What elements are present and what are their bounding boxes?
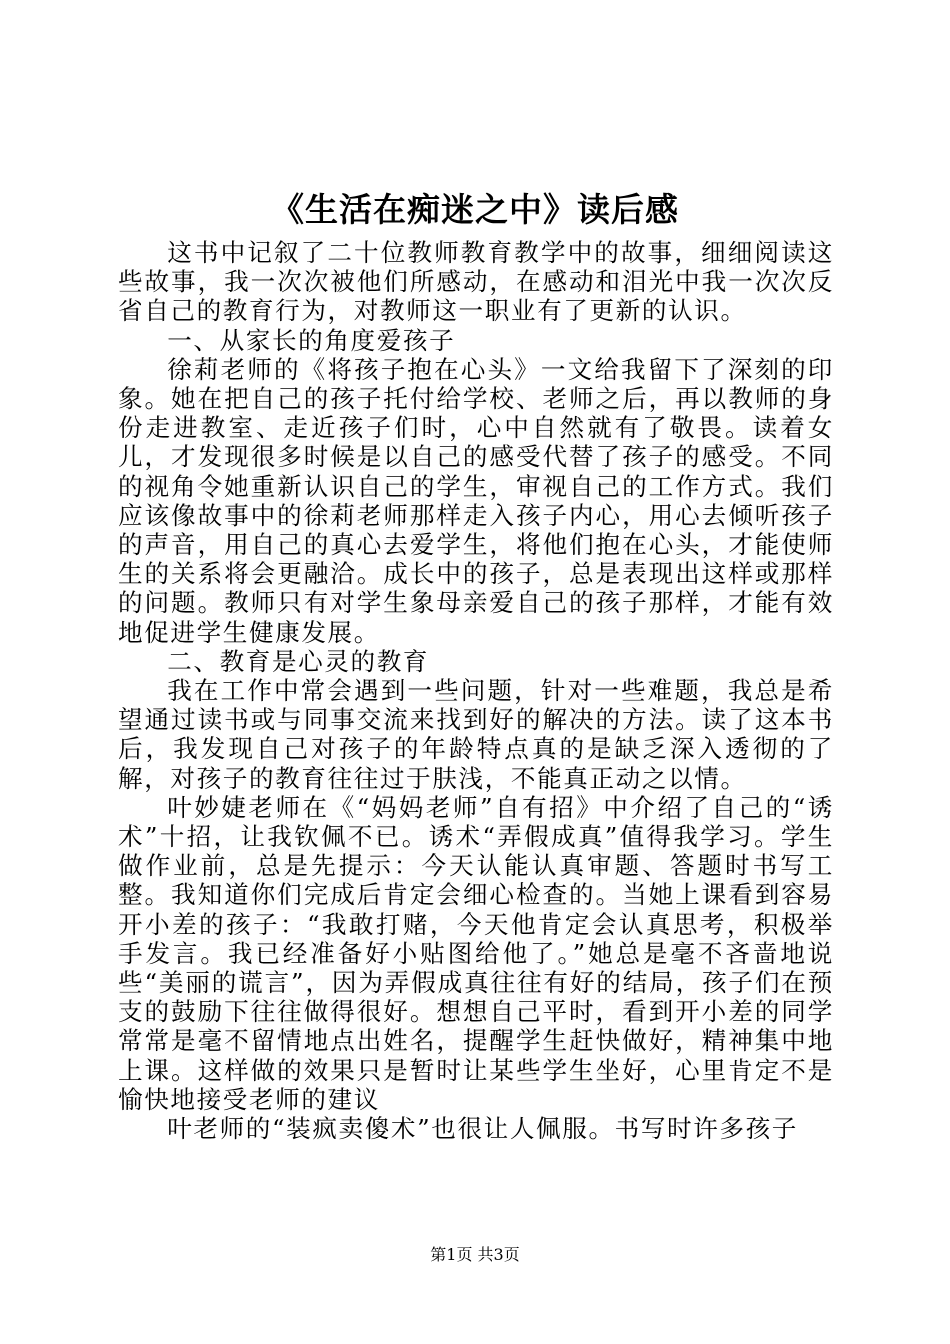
page-number: 第1页 共3页	[430, 1245, 520, 1264]
paragraph-section-2-continued: 叶老师的“装疯卖傻术”也很让人佩服。书写时许多孩子	[167, 1114, 798, 1144]
section-heading-1: 一、从家长的角度爱孩子	[167, 325, 456, 355]
document-title: 《生活在痴迷之中》读后感	[271, 190, 679, 229]
paragraph-section-2: 我在工作中常会遇到一些问题，针对一些难题，我总是希望通过读书或与同事交流来找到好的解决的方法。读了这本书后，我发现自己对孩子的年龄特点真的是缺乏深入透彻的了解，对孩子的教育往往过于肤浅，不能真正动之以情。	[118, 676, 834, 793]
paragraph-section-2-example: 叶妙婕老师在《“妈妈老师”自有招》中介绍了自己的“诱术”十招，让我钦佩不已。诱术“弄假成真”值得我学习。学生做作业前，总是先提示：今天认能认真审题、答题时书写工整。我知道你们完成后肯定会细心检查的。当她上课看到容易开小差的孩子：“我敢打赌，今天他肯定会认真思考，积极举手发言。我已经准备好小贴图给他了。”她总是毫不吝啬地说些“美丽的谎言”，因为弄假成真往往有好的结局，孩子们在预支的鼓励下往往做得很好。想想自己平时，看到开小差的同学常常是毫不留情地点出姓名，提醒学生赶快做好，精神集中地上课。这样做的效果只是暂时让某些学生坐好，心里肯定不是愉快地接受老师的建议	[118, 792, 834, 1114]
section-heading-2: 二、教育是心灵的教育	[167, 646, 430, 676]
document-body	[118, 238, 834, 1143]
paragraph-intro: 这书中记叙了二十位教师教育教学中的故事，细细阅读这些故事，我一次次被他们所感动，在感动和泪光中我一次次反省自己的教育行为，对教师这一职业有了更新的认识。	[118, 238, 834, 326]
paragraph-section-1: 徐莉老师的《将孩子抱在心头》一文给我留下了深刻的印象。她在把自己的孩子托付给学校、老师之后，再以教师的身份走进教室、走近孩子们时，心中自然就有了敬畏。读着女儿，才发现很多时候是以自己的感受代替了孩子的感受。不同的视角令她重新认识自己的学生，审视自己的工作方式。我们应该像故事中的徐莉老师那样走入孩子内心，用心去倾听孩子的声音，用自己的真心去爱学生，将他们抱在心头，才能使师生的关系将会更融洽。成长中的孩子，总是表现出这样或那样的问题。教师只有对学生象母亲爱自己的孩子那样，才能有效地促进学生健康发展。	[118, 354, 834, 647]
